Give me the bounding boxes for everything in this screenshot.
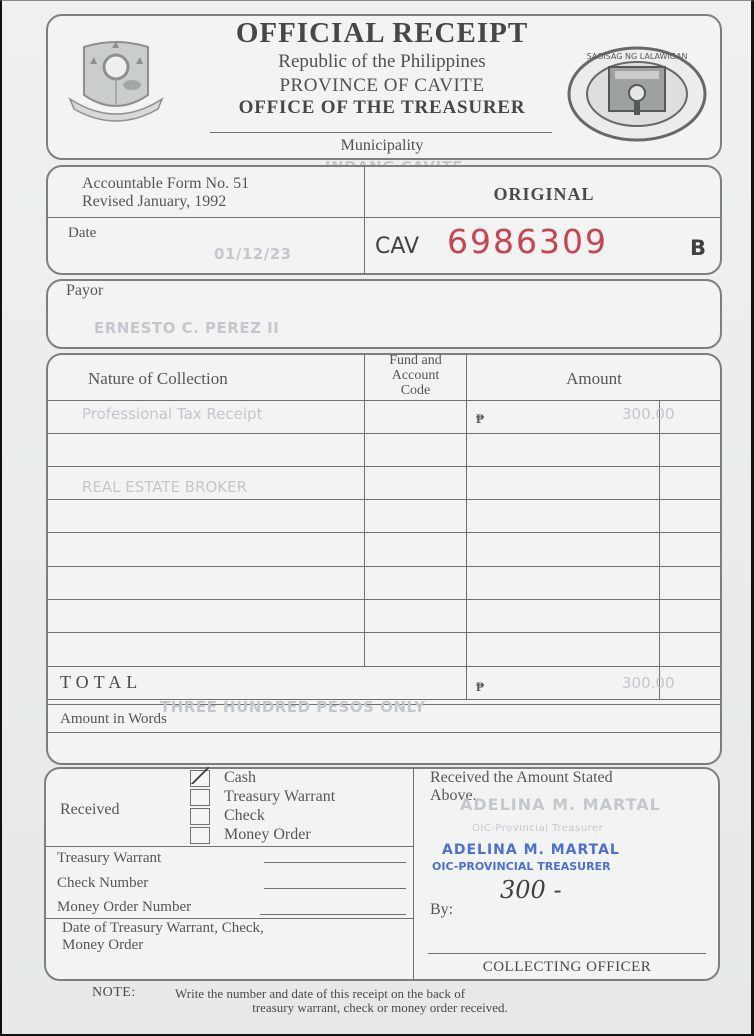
- note-prefix: NOTE:: [92, 985, 136, 1000]
- row-line: [47, 632, 721, 633]
- money-order-field-label: Money Order Number: [57, 899, 192, 915]
- header-amount: Amount: [566, 369, 622, 388]
- row-line: [47, 599, 721, 600]
- payment-divider: [413, 768, 414, 980]
- form-info-divider: [364, 166, 365, 274]
- option-check: Check: [224, 807, 265, 824]
- serial-prefix: CAV: [375, 234, 420, 259]
- municipality-label: Municipality: [340, 137, 424, 154]
- municipality-underline: [210, 132, 552, 133]
- date-value: 01/12/23: [214, 245, 292, 263]
- row-line: [47, 433, 721, 434]
- checkmark-icon: [189, 767, 209, 784]
- money-order-checkbox[interactable]: [190, 827, 210, 844]
- row-line: [47, 566, 721, 567]
- cavite-provincial-seal-icon: [565, 45, 709, 143]
- payor-label: Payor: [66, 282, 104, 299]
- treasury-warrant-field-label: Treasury Warrant: [57, 850, 162, 866]
- by-label: By:: [430, 901, 454, 918]
- check-checkbox[interactable]: [190, 808, 210, 825]
- header-fund-line2: Account: [391, 368, 440, 383]
- svg-text:SAGISAG NG LALAWIGAN: SAGISAG NG LALAWIGAN: [586, 52, 688, 61]
- payment-row-divider-2: [45, 918, 413, 919]
- table-row-amount: 300.00: [622, 405, 675, 423]
- stamp-title-gray: OIC-Provincial Treasurer: [472, 823, 604, 834]
- row-line: [47, 466, 721, 467]
- received-amount-line2: Above.: [430, 787, 477, 804]
- row-line: [47, 666, 721, 667]
- table-row-nature: REAL ESTATE BROKER: [82, 478, 248, 496]
- note-line1: Write the number and date of this receipt on the back of: [175, 986, 466, 1001]
- header-fund-line1: Fund and: [389, 353, 442, 368]
- received-amount-line1: Received the Amount Stated: [430, 769, 613, 786]
- header-nature: Nature of Collection: [88, 369, 228, 388]
- header-fund-line3: Code: [400, 383, 431, 398]
- table-row-nature: Professional Tax Receipt: [82, 405, 263, 423]
- payor-value: ERNESTO C. PEREZ II: [94, 319, 280, 337]
- option-cash: Cash: [224, 769, 256, 786]
- peso-sign: ₱: [476, 411, 484, 426]
- handwritten-amount: 300 -: [500, 876, 562, 904]
- stamp-name-gray: ADELINA M. MARTAL: [460, 795, 661, 814]
- check-number-field-label: Check Number: [57, 875, 149, 891]
- province-line: PROVINCE OF CAVITE: [279, 75, 485, 96]
- total-peso-sign: ₱: [476, 679, 484, 694]
- check-number-field-line[interactable]: [264, 888, 406, 889]
- receipt-title: OFFICIAL RECEIPT: [235, 17, 529, 49]
- date-label: Date: [68, 225, 97, 241]
- total-label: TOTAL: [60, 672, 143, 692]
- col-divider-cents: [659, 400, 660, 700]
- payment-date-label-2: Money Order: [62, 937, 144, 953]
- payment-date-label-1: Date of Treasury Warrant, Check,: [62, 920, 264, 936]
- signature-line[interactable]: [428, 953, 706, 954]
- row-line: [47, 400, 721, 401]
- amount-in-words-value: THREE HUNDRED PESOS ONLY: [160, 698, 426, 716]
- row-line: [47, 532, 721, 533]
- republic-line: Republic of the Philippines: [278, 51, 486, 72]
- option-treasury-warrant: Treasury Warrant: [224, 788, 336, 805]
- form-revised: Revised January, 1992: [82, 193, 227, 210]
- form-number: Accountable Form No. 51: [82, 175, 250, 192]
- payment-row-divider: [45, 846, 413, 847]
- header-fund: [365, 353, 466, 398]
- stamp-title-blue: OIC-PROVINCIAL TREASURER: [432, 860, 611, 873]
- row-line: [47, 499, 721, 500]
- stamp-name-blue: ADELINA M. MARTAL: [442, 842, 620, 858]
- words-bottom-line: [47, 732, 721, 733]
- form-info-row-divider: [47, 217, 721, 218]
- amount-in-words-label: Amount in Words: [60, 711, 167, 727]
- received-label: Received: [60, 801, 120, 818]
- serial-suffix: B: [690, 236, 707, 260]
- treasury-warrant-field-line[interactable]: [264, 862, 406, 863]
- office-line: OFFICE OF THE TREASURER: [238, 97, 526, 118]
- serial-number: 6986309: [447, 222, 608, 261]
- cash-checkbox[interactable]: [190, 770, 210, 787]
- collecting-officer-label: COLLECTING OFFICER: [482, 959, 652, 975]
- col-divider-fund: [466, 354, 467, 700]
- payor-section: [46, 279, 722, 349]
- note-line2: treasury warrant, check or money order received.: [252, 1000, 508, 1015]
- treasury-warrant-checkbox[interactable]: [190, 789, 210, 806]
- option-money-order: Money Order: [224, 826, 311, 843]
- total-amount: 300.00: [622, 674, 675, 692]
- copy-label: ORIGINAL: [493, 184, 595, 204]
- money-order-field-line[interactable]: [260, 914, 406, 915]
